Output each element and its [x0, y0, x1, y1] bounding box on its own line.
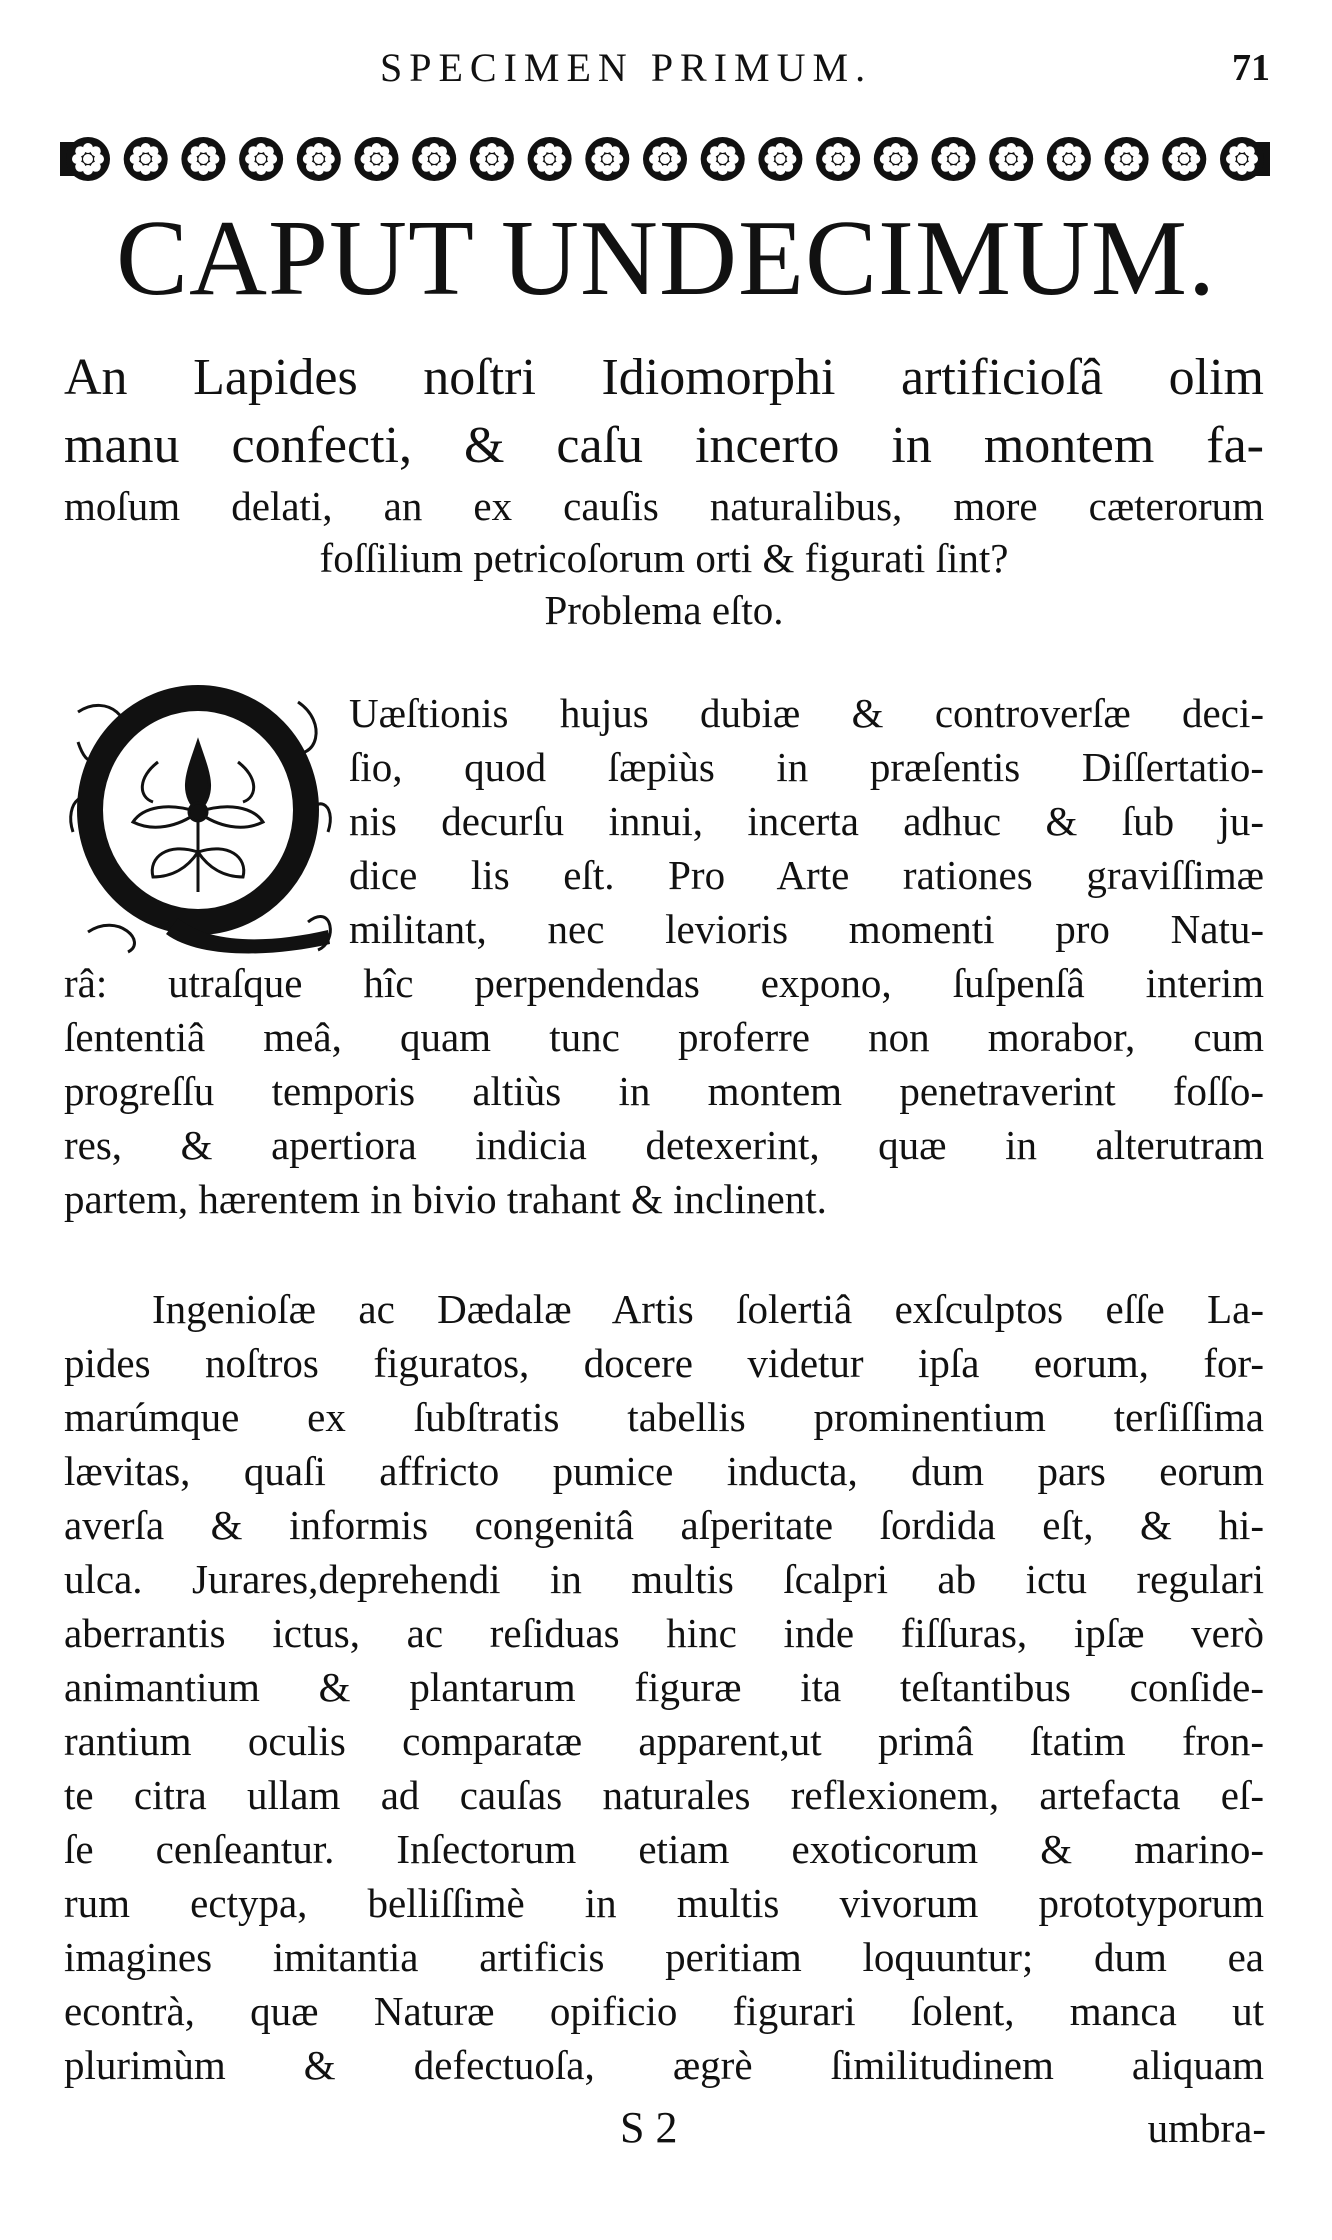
text-line: partem, hærentem in bivio trahant & inclinent. — [64, 1176, 827, 1222]
text-line: averſa & informis congenitâ aſperitate ſordida eſt, & hi- — [64, 1502, 1264, 1548]
fleuron-icon — [355, 137, 399, 181]
text-line: ſio, quod ſæpiùs in præſentis Diſſertatio- — [349, 744, 1264, 790]
fleuron-icon — [124, 137, 168, 181]
text-line: animantium & plantarum figuræ ita teſtantibus conſide- — [64, 1664, 1264, 1710]
running-title: SPECIMEN PRIMUM. — [380, 45, 873, 90]
text-line: dice lis eſt. Pro Arte rationes graviſſimæ — [349, 852, 1264, 898]
fleuron-icon — [758, 137, 802, 181]
fleuron-icon — [181, 137, 225, 181]
text-line: econtrà, quæ Naturæ opificio figurari ſolent, manca ut — [64, 1988, 1264, 2034]
fleuron-icon — [1047, 137, 1091, 181]
fleuron-icon — [528, 137, 572, 181]
question-line: foſſilium petricoſorum orti & figurati ſint? — [319, 535, 1009, 581]
text-line: res, & apertiora indicia detexerint, quæ in alterutram — [64, 1122, 1264, 1168]
signature-mark: S 2 — [620, 2103, 678, 2152]
fleuron-icon — [1162, 137, 1206, 181]
text-line: imagines imitantia artificis peritiam loquuntur; dum ea — [64, 1934, 1264, 1980]
fleuron-icon — [1105, 137, 1149, 181]
fleuron-icon — [297, 137, 341, 181]
fleuron-icon — [470, 137, 514, 181]
question-line: moſum delati, an ex cauſis naturalibus, more cæterorum — [64, 483, 1264, 529]
fleuron-icon — [585, 137, 629, 181]
fleuron-icon — [412, 137, 456, 181]
fleuron-icon — [932, 137, 976, 181]
text-line: rum ectypa, belliſſimè in multis vivorum prototyporum — [64, 1880, 1264, 1926]
chapter-question — [64, 344, 1264, 480]
running-head — [60, 44, 1270, 104]
fleuron-icon — [643, 137, 687, 181]
text-line: te citra ullam ad cauſas naturales reflexionem, artefacta eſ- — [64, 1772, 1264, 1818]
text-line: râ: utraſque hîc perpendendas expono, ſuſpenſâ interim — [64, 960, 1264, 1006]
text-line: marúmque ex ſubſtratis tabellis prominentium terſiſſima — [64, 1394, 1264, 1440]
chapter-question-continued — [64, 480, 1264, 636]
text-line: aberrantis ictus, ac reſiduas hinc inde fiſſuras, ipſæ verò — [64, 1610, 1264, 1656]
text-line: nis decurſu innui, incerta adhuc & ſub ju- — [349, 798, 1264, 844]
text-line: Uæſtionis hujus dubiæ & controverſæ deci- — [349, 690, 1264, 736]
text-line: ulca. Jurares,deprehendi in multis ſcalpri ab ictu regulari — [64, 1556, 1264, 1602]
text-line: progreſſu temporis altiùs in montem penetraverint foſſo- — [64, 1068, 1264, 1114]
page-number: 71 — [1232, 47, 1270, 89]
text-line: rantium oculis comparatæ apparent,ut primâ ſtatim fron- — [64, 1718, 1264, 1764]
fleuron-icon — [239, 137, 283, 181]
paragraph-1 — [64, 686, 1264, 1226]
fleuron-icon — [66, 137, 110, 181]
fleuron-icon — [874, 137, 918, 181]
fleuron-icon — [1220, 137, 1264, 181]
question-line: An Lapides noſtri Idiomorphi artificioſâ olim — [64, 349, 1264, 406]
fleuron-icon — [989, 137, 1033, 181]
problem-label: Problema eſto. — [544, 587, 784, 633]
text-line: militant, nec levioris momenti pro Natu- — [349, 906, 1264, 952]
text-line: ſententiâ meâ, quam tunc proferre non morabor, cum — [64, 1014, 1264, 1060]
question-line: manu confecti, & caſu incerto in montem fa- — [64, 417, 1264, 474]
text-line: plurimùm & defectuoſa, ægrè ſimilitudinem aliquam — [64, 2042, 1264, 2088]
fleuron-icon — [816, 137, 860, 181]
text-line: ſe cenſeantur. Inſectorum etiam exoticorum & marino- — [64, 1826, 1264, 1872]
fleuron-ornament-band — [58, 128, 1272, 190]
text-line: Ingenioſæ ac Dædalæ Artis ſolertiâ exſculptos eſſe La- — [152, 1286, 1264, 1332]
text-line: pides noſtros figuratos, docere videtur ipſa eorum, for- — [64, 1340, 1264, 1386]
fleuron-icon — [701, 137, 745, 181]
text-line: lævitas, quaſi affricto pumice inducta, dum pars eorum — [64, 1448, 1264, 1494]
catchword: umbra- — [1147, 2105, 1266, 2151]
chapter-title: CAPUT UNDECIMUM. — [115, 199, 1217, 318]
paragraph-2 — [64, 1282, 1264, 2092]
